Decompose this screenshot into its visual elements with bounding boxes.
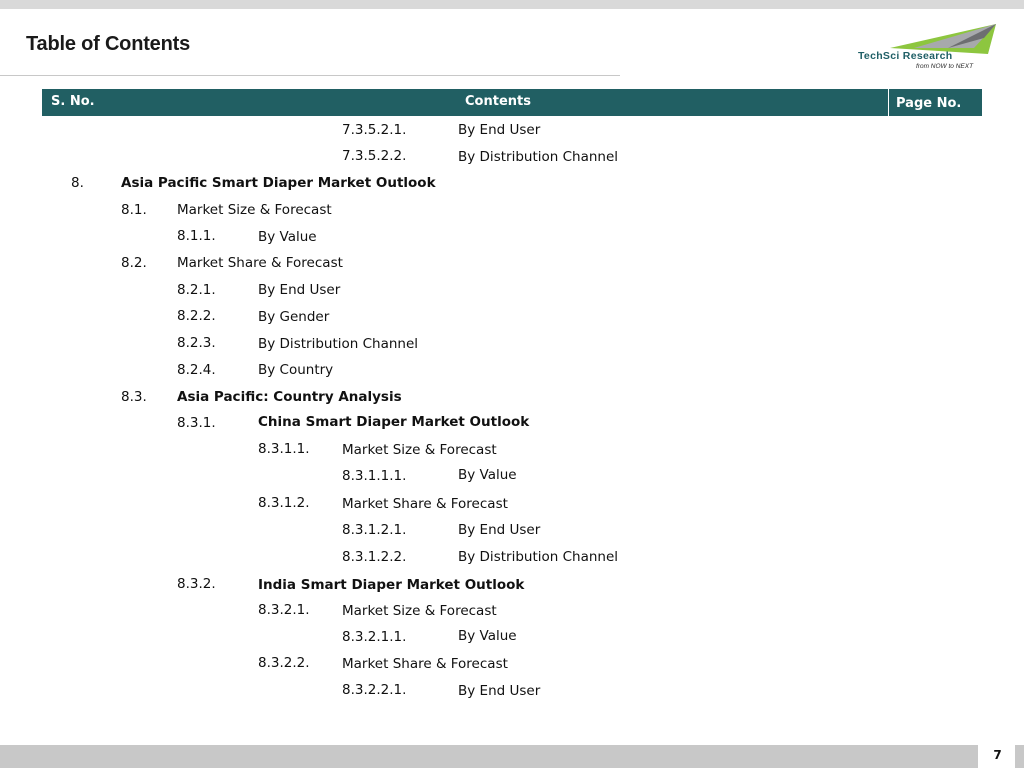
toc-entry: By Value — [458, 628, 517, 644]
toc-number: 8.3.1. — [177, 415, 216, 431]
header-divider — [888, 89, 889, 116]
techsci-logo — [856, 24, 1002, 74]
toc-entry: Market Size & Forecast — [177, 202, 332, 218]
toc-number: 8.3.2.2. — [258, 655, 310, 671]
toc-number: 8.2.1. — [177, 282, 216, 298]
toc-number: 8.3.1.1. — [258, 441, 310, 457]
header-sno: S. No. — [51, 94, 95, 109]
logo-name: TechSci Research — [858, 50, 953, 62]
toc-entry: By Distribution Channel — [458, 149, 619, 165]
toc-entry: By Gender — [258, 309, 330, 325]
title-rule — [0, 75, 620, 76]
logo-tagline: from NOW to NEXT — [916, 63, 974, 70]
toc-number: 8.3.1.1.1. — [342, 468, 407, 484]
toc-number: 8.3.1.2.2. — [342, 549, 407, 565]
header-page-no: Page No. — [896, 96, 962, 111]
toc-entry: By Distribution Channel — [258, 336, 419, 352]
toc-entry: By End User — [258, 282, 341, 298]
toc-number: 8.2.3. — [177, 335, 216, 351]
toc-number: 8.2.2. — [177, 308, 216, 324]
toc-number: 8.3.2.2.1. — [342, 682, 407, 698]
toc-entry: India Smart Diaper Market Outlook — [258, 577, 525, 593]
toc-entry: Market Share & Forecast — [177, 255, 343, 271]
toc-entry: Market Share & Forecast — [342, 496, 508, 512]
toc-entry: Asia Pacific: Country Analysis — [177, 389, 402, 405]
toc-entry: Market Size & Forecast — [342, 603, 497, 619]
toc-entry: By End User — [458, 522, 541, 538]
toc-number: 8.3.2. — [177, 576, 216, 592]
toc-entry: By End User — [458, 122, 541, 138]
toc-entry: By Value — [458, 467, 517, 483]
header-contents: Contents — [465, 94, 531, 109]
toc-number: 8.2. — [121, 255, 147, 271]
toc-number: 8.3.1.2. — [258, 495, 310, 511]
toc-number: 8.3.1.2.1. — [342, 522, 407, 538]
toc-number: 8.1. — [121, 202, 147, 218]
toc-number: 7.3.5.2.1. — [342, 122, 407, 138]
toc-number: 8.3.2.1.1. — [342, 629, 407, 645]
toc-entry: Market Size & Forecast — [342, 442, 497, 458]
toc-entry: Asia Pacific Smart Diaper Market Outlook — [121, 175, 436, 191]
toc-header — [42, 89, 982, 116]
toc-number: 7.3.5.2.2. — [342, 148, 407, 164]
toc-number: 8.3.2.1. — [258, 602, 310, 618]
toc-number: 8. — [71, 175, 84, 191]
footer-strip — [1015, 745, 1024, 768]
toc-entry: China Smart Diaper Market Outlook — [258, 414, 530, 430]
top-strip — [0, 0, 1024, 9]
toc-entry: By End User — [458, 683, 541, 699]
toc-number: 8.3. — [121, 389, 147, 405]
toc-entry: By Distribution Channel — [458, 549, 619, 565]
toc-entry: By Country — [258, 362, 334, 378]
page-title: Table of Contents — [26, 33, 191, 55]
page-number: 7 — [980, 745, 1015, 768]
footer-bar — [0, 745, 978, 768]
toc-entry: By Value — [258, 229, 317, 245]
toc-number: 8.2.4. — [177, 362, 216, 378]
toc-entry: Market Share & Forecast — [342, 656, 508, 672]
toc-number: 8.1.1. — [177, 228, 216, 244]
